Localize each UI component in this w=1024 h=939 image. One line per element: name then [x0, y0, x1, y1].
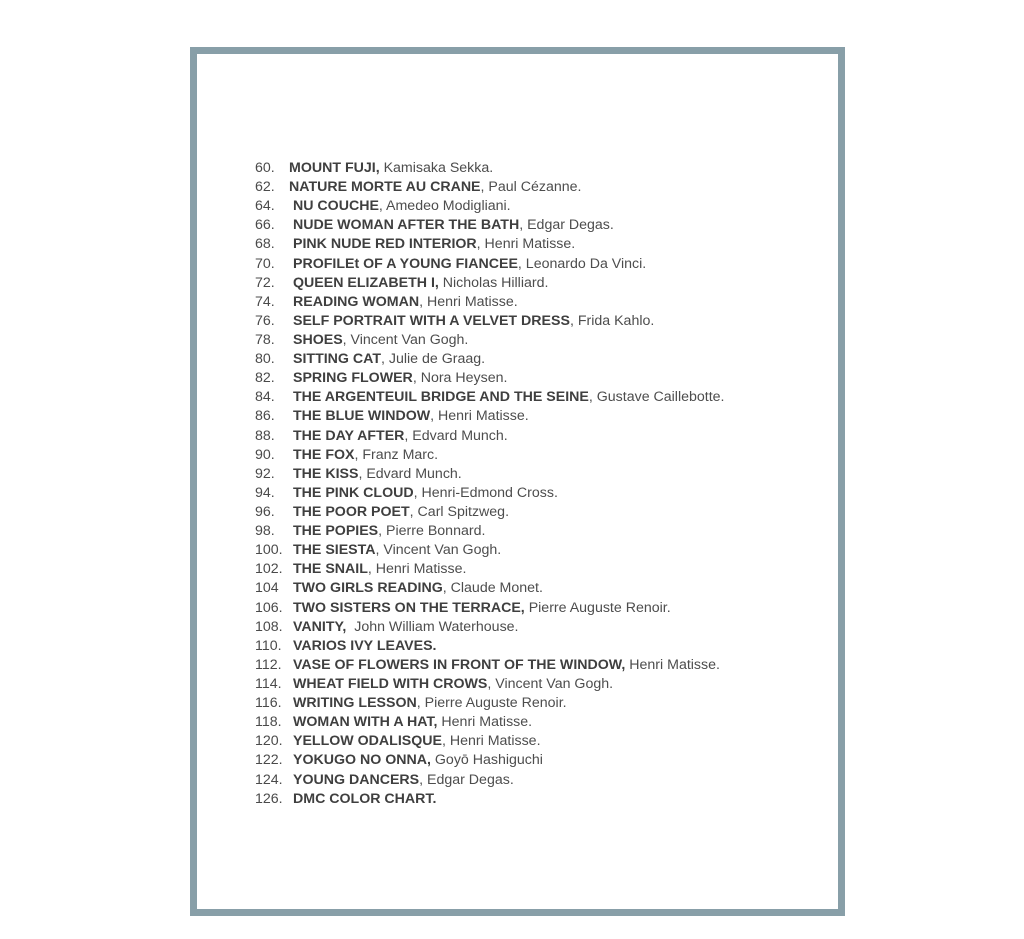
entry-number: 98.: [255, 523, 275, 540]
list-item: [255, 618, 725, 637]
entry-number: 74.: [255, 293, 275, 310]
entry-artist: , Frida Kahlo.: [569, 312, 655, 329]
entry-artist: Henri Matisse.: [625, 656, 720, 673]
entry-artist: , Pierre Auguste Renoir.: [416, 695, 567, 712]
entry-artist: , Edvard Munch.: [404, 427, 508, 444]
entry-artist: , Henri Matisse.: [476, 236, 576, 253]
entry-title: PROFILEt OF A YOUNG FIANCEE: [293, 255, 518, 272]
entry-number: 114.: [255, 675, 282, 692]
list-item: [255, 216, 725, 235]
list-item: [255, 713, 725, 732]
artwork-index-list: [255, 159, 725, 809]
entry-title: SHOES: [293, 331, 343, 348]
entry-number: 70.: [255, 255, 275, 272]
entry-title: NATURE MORTE AU CRANE: [289, 179, 481, 196]
entry-number: 90.: [255, 446, 275, 463]
entry-artist: , Henri Matisse.: [430, 408, 529, 425]
list-item: [255, 637, 725, 656]
entry-title: DMC COLOR CHART.: [293, 790, 437, 807]
entry-artist: , Julie de Graag.: [381, 351, 486, 368]
entry-artist: , Claude Monet.: [442, 580, 543, 597]
entry-title: VARIOS IVY LEAVES.: [293, 637, 437, 654]
entry-title: SPRING FLOWER: [293, 370, 413, 387]
entry-number: 104: [255, 580, 279, 597]
entry-title: TWO SISTERS ON THE TERRACE,: [293, 599, 525, 616]
list-item: [255, 331, 725, 350]
entry-title: VANITY,: [293, 618, 347, 635]
list-item: [255, 771, 725, 790]
entry-artist: Goyō Hashiguchi: [430, 752, 543, 769]
list-item: [255, 751, 725, 770]
list-item: [255, 465, 725, 484]
entry-artist: , Henri Matisse.: [419, 293, 518, 310]
entry-number: 92.: [255, 465, 275, 482]
entry-artist: Kamisaka Sekka.: [379, 160, 494, 176]
list-item: [255, 522, 725, 541]
list-item: [255, 159, 725, 178]
list-item: [255, 599, 725, 618]
entry-title: TWO GIRLS READING: [293, 580, 443, 597]
entry-number: 62.: [255, 179, 275, 196]
entry-number: 96.: [255, 503, 275, 520]
entry-title: NUDE WOMAN AFTER THE BATH: [293, 217, 520, 234]
entry-artist: Nicholas Hilliard.: [438, 274, 549, 291]
entry-number: 86.: [255, 408, 275, 425]
entry-title: QUEEN ELIZABETH I,: [293, 274, 439, 291]
list-item: [255, 235, 725, 254]
entry-number: 116.: [255, 695, 282, 712]
entry-artist: , Vincent Van Gogh.: [487, 675, 614, 692]
entry-title: YOKUGO NO ONNA,: [293, 752, 431, 769]
entry-title: YELLOW ODALISQUE: [293, 733, 442, 750]
entry-artist: , Amedeo Modigliani.: [378, 198, 511, 215]
list-item: [255, 484, 725, 503]
entry-artist: , Vincent Van Gogh.: [375, 542, 502, 559]
list-item: [255, 790, 725, 809]
entry-title: THE PINK CLOUD: [293, 484, 414, 501]
entry-artist: Henri Matisse.: [437, 714, 533, 731]
entry-number: 110.: [255, 637, 282, 654]
entry-artist: , Vincent Van Gogh.: [342, 331, 469, 348]
entry-title: NU COUCHE: [293, 198, 379, 215]
entry-title: MOUNT FUJI,: [289, 160, 380, 176]
entry-title: THE FOX: [293, 446, 355, 463]
entry-title: THE DAY AFTER: [293, 427, 405, 444]
entry-number: 88.: [255, 427, 275, 444]
list-item: [255, 369, 725, 388]
entry-artist: , Gustave Caillebotte.: [588, 389, 725, 406]
entry-number: 94.: [255, 484, 275, 501]
entry-number: 108.: [255, 618, 283, 635]
entry-title: WRITING LESSON: [293, 695, 417, 712]
entry-title: PINK NUDE RED INTERIOR: [293, 236, 477, 253]
entry-artist: , Nora Heysen.: [412, 370, 508, 387]
entry-title: SELF PORTRAIT WITH A VELVET DRESS: [293, 312, 570, 329]
entry-number: 118.: [255, 714, 282, 731]
entry-title: THE BLUE WINDOW: [293, 408, 431, 425]
entry-artist: , Leonardo Da Vinci.: [517, 255, 647, 272]
entry-artist: Pierre Auguste Renoir.: [524, 599, 671, 616]
list-item: [255, 503, 725, 522]
entry-artist: , Edgar Degas.: [519, 217, 614, 234]
list-item: [255, 656, 725, 675]
entry-artist: John William Waterhouse.: [346, 618, 519, 635]
entry-artist: , Henri Matisse.: [367, 561, 467, 578]
entry-artist: , Edvard Munch.: [358, 465, 462, 482]
list-item: [255, 675, 725, 694]
entry-number: 112.: [255, 656, 282, 673]
entry-title: THE POOR POET: [293, 503, 410, 520]
entry-title: THE KISS: [293, 465, 359, 482]
entry-title: VASE OF FLOWERS IN FRONT OF THE WINDOW,: [293, 656, 626, 673]
list-item: [255, 579, 725, 598]
entry-artist: , Carl Spitzweg.: [409, 503, 510, 520]
entry-number: 76.: [255, 312, 275, 329]
entry-title: THE SIESTA: [293, 542, 376, 559]
list-item: [255, 427, 725, 446]
list-item: [255, 694, 725, 713]
entry-number: 84.: [255, 389, 275, 406]
entry-number: 124.: [255, 771, 283, 788]
entry-number: 106.: [255, 599, 283, 616]
entry-title: READING WOMAN: [293, 293, 420, 310]
list-item: [255, 388, 725, 407]
entry-number: 122.: [255, 752, 283, 769]
entry-number: 72.: [255, 274, 275, 291]
list-item: [255, 732, 725, 751]
entry-title: WHEAT FIELD WITH CROWS: [293, 675, 488, 692]
entry-number: 66.: [255, 217, 275, 234]
entry-title: SITTING CAT: [293, 351, 382, 368]
entry-artist: , Henri Matisse.: [441, 733, 541, 750]
entry-title: THE ARGENTEUIL BRIDGE AND THE SEINE: [293, 389, 589, 406]
list-item: [255, 446, 725, 465]
list-item: [255, 350, 725, 369]
entry-title: WOMAN WITH A HAT,: [293, 714, 438, 731]
entry-artist: , Paul Cézanne.: [480, 179, 582, 196]
list-item: [255, 560, 725, 579]
list-item: [255, 178, 725, 197]
entry-artist: , Franz Marc.: [354, 446, 439, 463]
entry-number: 126.: [255, 790, 283, 807]
list-item: [255, 541, 725, 560]
entry-number: 80.: [255, 351, 275, 368]
list-item: [255, 293, 725, 312]
entry-title: THE SNAIL: [293, 561, 368, 578]
entry-number: 102.: [255, 561, 283, 578]
list-item: [255, 407, 725, 426]
entry-number: 68.: [255, 236, 275, 253]
entry-number: 78.: [255, 331, 275, 348]
list-item: [255, 312, 725, 331]
list-item: [255, 197, 725, 216]
entry-number: 64.: [255, 198, 275, 215]
entry-title: YOUNG DANCERS: [293, 771, 420, 788]
entry-artist: , Henri-Edmond Cross.: [413, 484, 558, 501]
entry-title: THE POPIES: [293, 523, 379, 540]
entry-number: 60.: [255, 160, 275, 176]
entry-artist: , Pierre Bonnard.: [378, 523, 486, 540]
entry-artist: , Edgar Degas.: [419, 771, 514, 788]
entry-number: 100.: [255, 542, 283, 559]
list-item: [255, 255, 725, 274]
list-item: [255, 274, 725, 293]
entry-number: 120.: [255, 733, 283, 750]
entry-number: 82.: [255, 370, 275, 387]
